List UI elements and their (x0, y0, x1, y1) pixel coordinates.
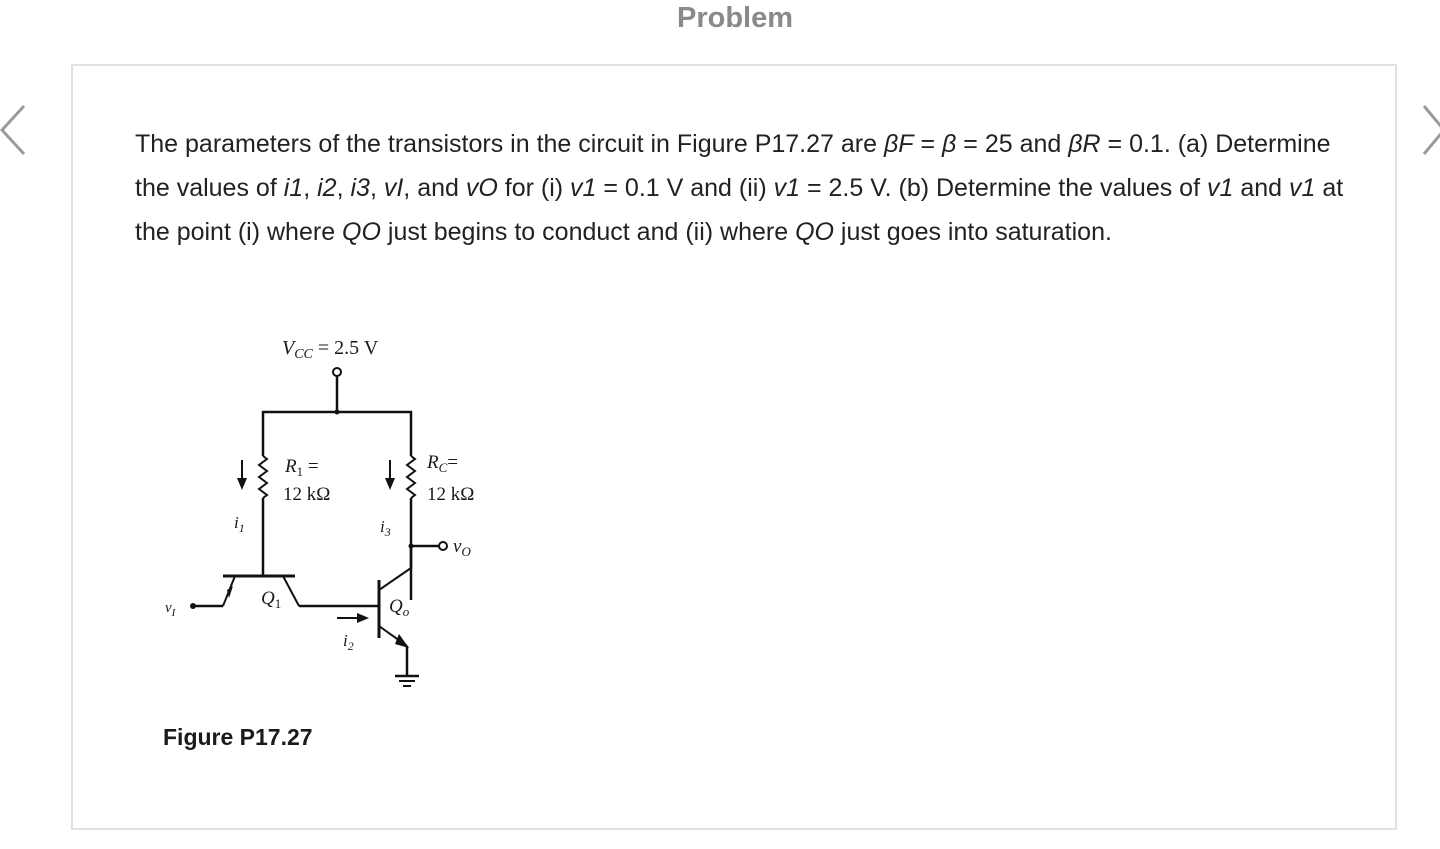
next-problem-button[interactable] (1420, 100, 1440, 160)
r1-value: 12 kΩ (283, 484, 331, 505)
vi-label: $v_I$ (165, 600, 176, 619)
rc-value: 12 kΩ (427, 484, 475, 505)
previous-problem-button[interactable] (0, 100, 40, 160)
i1-label: $i_1$ (234, 513, 245, 535)
figure-caption: Figure P17.27 (163, 724, 313, 750)
r1-label: $R_1$ = (285, 456, 319, 479)
q1-label: $Q_1$ (261, 588, 282, 611)
vo-label: $v_O$ (453, 536, 471, 559)
i3-label: $i_3$ (380, 517, 391, 539)
qo-label: $Q_o$ (389, 596, 410, 619)
rc-label: $R_C=$ (427, 452, 458, 475)
rc-resistor (407, 456, 415, 498)
supply-rail (263, 412, 411, 456)
i2-label: $i_2$ (343, 631, 354, 653)
circuit-diagram (157, 328, 517, 708)
chevron-left-icon (0, 100, 40, 160)
problem-card (71, 64, 1397, 830)
vcc-terminal (333, 368, 341, 376)
chevron-right-icon (1420, 100, 1440, 160)
vo-terminal (439, 542, 447, 550)
problem-statement: The parameters of the transistors in the circuit in Figure P17.27 are βF = β = 25 and βR = 0.1. (a) Determine the values of i1, i2, i3, vI, and vO for (i) v1 = 0.1 V and (ii) v1 = 2.5 V. (b) Determine the values of v1 and v1 at the point (i) where QO just begins to conduct and (ii) where QO just goes into saturation. (135, 130, 1344, 246)
vcc-label: $V_{CC} = 2.5$ V (282, 337, 379, 362)
page-title: Problem (676, 2, 794, 34)
r1-resistor (259, 456, 267, 498)
